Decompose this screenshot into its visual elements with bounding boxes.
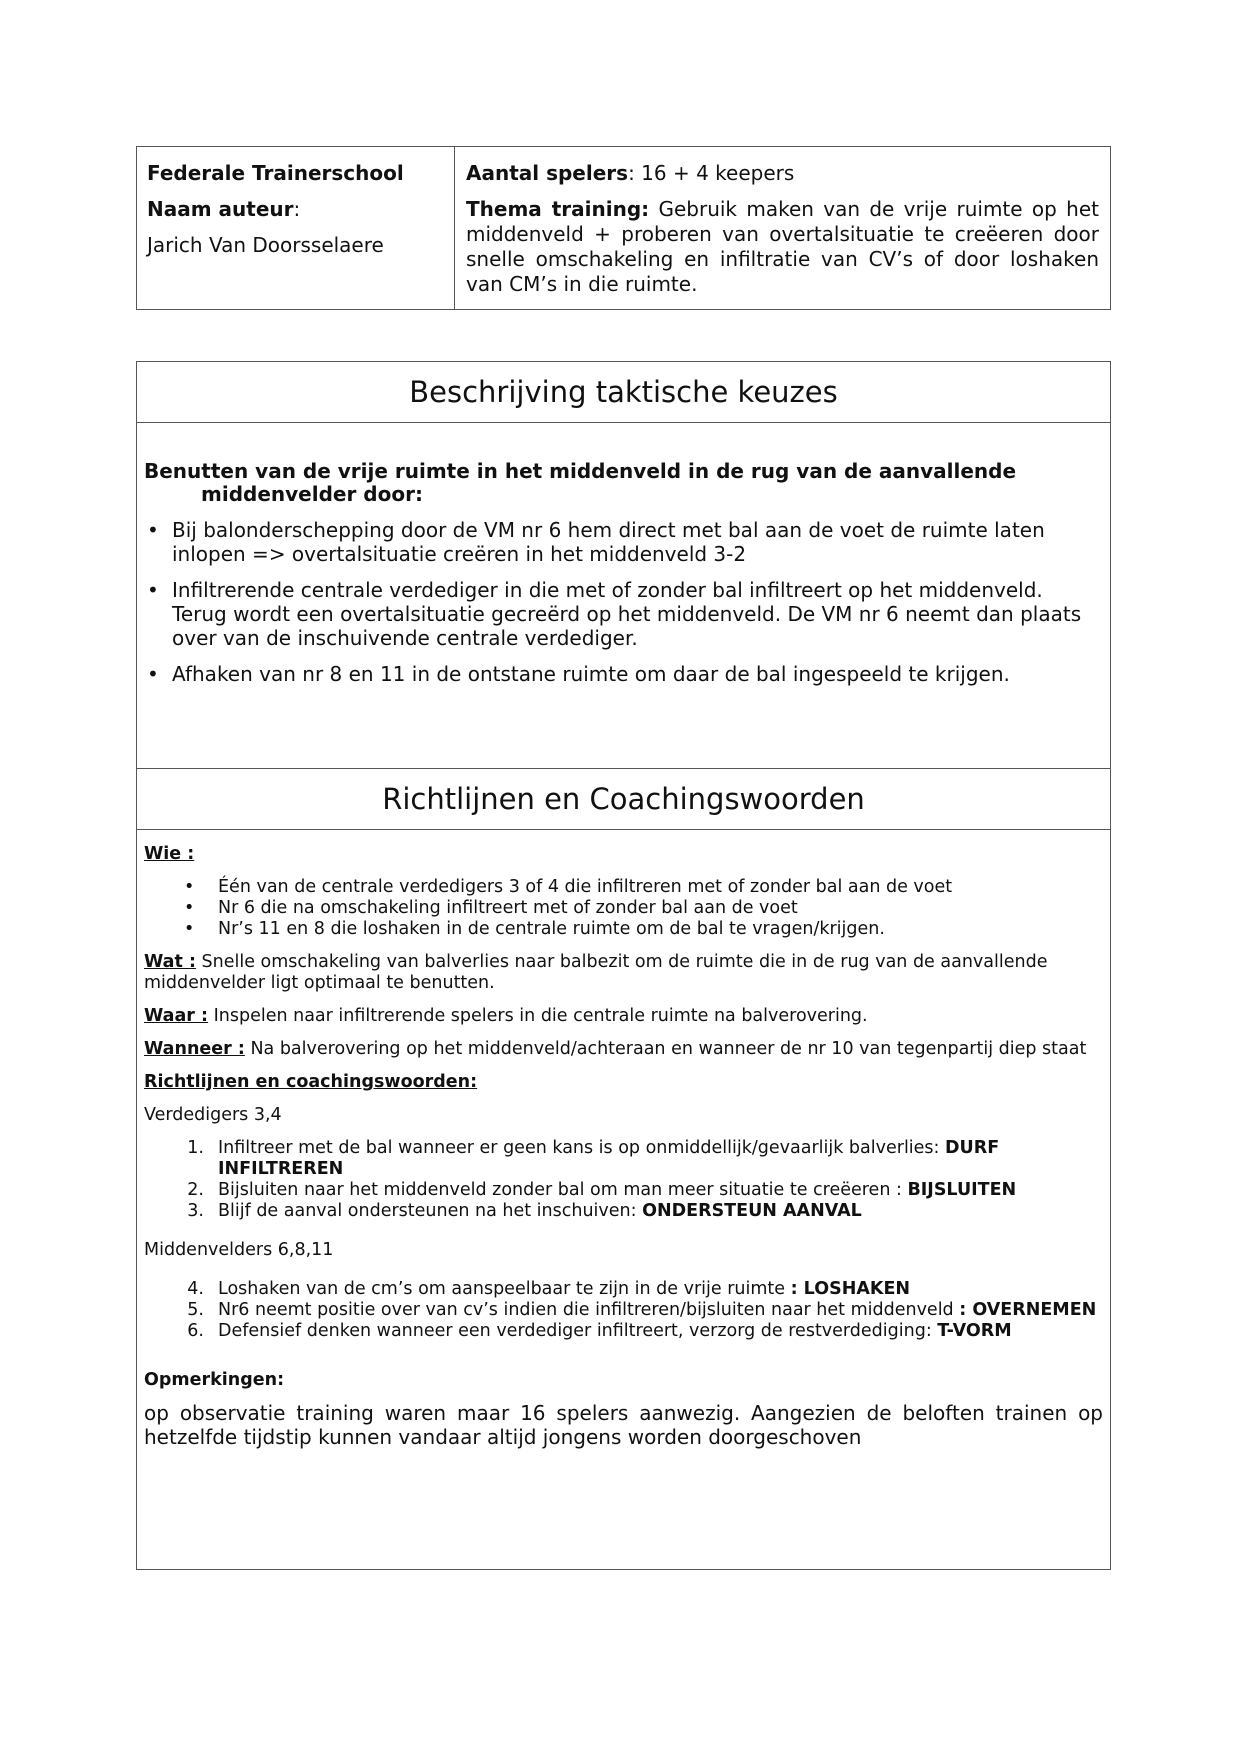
waar-paragraph <box>144 1006 1103 1027</box>
group2-label: Middenvelders 6,8,11 <box>144 1240 334 1260</box>
players-value: : 16 + 4 keepers <box>628 161 795 185</box>
author-colon: : <box>293 197 301 221</box>
wie-item-text: Nr’s 11 en 8 die loshaken in de centrale ruimte om de bal te vragen/krijgen. <box>218 919 885 939</box>
item-number: 5. <box>187 1300 204 1320</box>
section-title-coaching: Richtlijnen en Coachingswoorden <box>137 769 1110 830</box>
wie-item-text: Nr 6 die na omschakeling infiltreert met of zonder bal aan de voet <box>218 898 798 918</box>
item-keyword: ONDERSTEUN AANVAL <box>642 1201 862 1221</box>
coaching-heading <box>144 1072 1103 1093</box>
theme-line <box>466 197 1099 297</box>
bullet-icon: • <box>184 877 195 897</box>
tactics-intro: Benutten van de vrije ruimte in het middenveld in de rug van de aanvallende middenvelder door: <box>144 459 1017 506</box>
item-number: 1. <box>187 1138 204 1158</box>
section-title-tactics: Beschrijving taktische keuzes <box>137 362 1110 423</box>
wat-text: Snelle omschakeling van balverlies naar balbezit om de ruimte die in de rug van de aanvallende middenvelder ligt optimaal te benutten. <box>144 952 1048 993</box>
list-item <box>144 1300 1103 1321</box>
remarks-text: op observatie training waren maar 16 spelers aanwezig. Aangezien de beloften trainen op hetzelfde tijdstip kunnen vandaar altijd jongens worden doorgeschoven <box>144 1401 1103 1449</box>
tactics-body <box>137 423 1110 769</box>
wanneer-paragraph <box>144 1039 1103 1060</box>
theme-label: Thema training: <box>466 197 650 221</box>
list-item <box>144 662 1103 686</box>
item-keyword: BIJSLUITEN <box>907 1180 1017 1200</box>
wie-label: Wie : <box>144 844 195 864</box>
item-text: Defensief denken wanneer een verdediger infiltreert, verzorg de restverdediging: <box>218 1321 938 1341</box>
wat-paragraph <box>144 952 1103 994</box>
header-table <box>136 146 1111 310</box>
bullet-icon: • <box>147 578 159 602</box>
group1-list <box>144 1138 1103 1222</box>
main-box <box>136 361 1111 1570</box>
group2-list <box>144 1279 1103 1342</box>
item-number: 4. <box>187 1279 204 1299</box>
wat-label: Wat : <box>144 952 196 972</box>
players-line <box>466 161 1099 186</box>
bullet-text: Bij balonderschepping door de VM nr 6 hem direct met bal aan de voet de ruimte laten inlopen => overtalsituatie creëren in het middenveld 3-2 <box>172 518 1045 566</box>
waar-text: Inspelen naar infiltrerende spelers in die centrale ruimte na balverovering. <box>208 1006 868 1026</box>
item-number: 2. <box>187 1180 204 1200</box>
list-item <box>144 877 1103 898</box>
coaching-body <box>137 830 1110 1449</box>
theme-text: Gebruik maken van de vrije ruimte op het middenveld + proberen van overtalsituatie te creëeren door snelle omschakeling en infiltratie van CV’s of door loshaken van CM’s in die ruimte. <box>466 197 1099 296</box>
tactics-bullet-list <box>144 518 1103 686</box>
header-left-cell <box>137 147 455 309</box>
bullet-text: Infiltrerende centrale verdediger in die met of zonder bal infiltreert op het middenveld. Terug wordt een overtalsituatie gecreërd op het middenveld. De VM nr 6 neemt dan plaats over van de inschuivende centrale verdediger. <box>172 578 1082 650</box>
bullet-icon: • <box>147 662 159 686</box>
list-item <box>144 518 1103 566</box>
item-text: Blijf de aanval ondersteunen na het inschuiven: <box>218 1201 643 1221</box>
coaching-label: Richtlijnen en coachingswoorden: <box>144 1072 478 1092</box>
wanneer-text: Na balverovering op het middenveld/achteraan en wanneer de nr 10 van tegenpartij diep staat <box>244 1039 1087 1059</box>
item-keyword: T-VORM <box>937 1321 1012 1341</box>
school-name: Federale Trainerschool <box>147 161 404 185</box>
list-item <box>144 898 1103 919</box>
list-item <box>144 578 1103 650</box>
players-label: Aantal spelers <box>466 161 629 185</box>
item-text: Infiltreer met de bal wanneer er geen kans is op onmiddellijk/gevaarlijk balverlies: <box>218 1138 946 1158</box>
remarks-label: Opmerkingen: <box>144 1370 285 1390</box>
item-number: 3. <box>187 1201 204 1221</box>
list-item <box>144 1279 1103 1300</box>
wie-heading <box>144 844 1103 865</box>
bullet-icon: • <box>184 898 195 918</box>
bullet-icon: • <box>147 518 159 542</box>
waar-label: Waar : <box>144 1006 209 1026</box>
wie-list <box>144 877 1103 940</box>
list-item <box>144 1201 1103 1222</box>
header-right-cell <box>455 147 1110 309</box>
list-item <box>144 919 1103 940</box>
group1-label: Verdedigers 3,4 <box>144 1105 282 1125</box>
list-item <box>144 1180 1103 1201</box>
item-keyword: DURF INFILTREREN <box>218 1138 1000 1179</box>
bullet-icon: • <box>184 919 195 939</box>
bullet-text: Afhaken van nr 8 en 11 in de ontstane ruimte om daar de bal ingespeeld te krijgen. <box>172 662 1010 686</box>
wie-item-text: Één van de centrale verdedigers 3 of 4 die infiltreren met of zonder bal aan de voet <box>218 877 953 897</box>
author-name: Jarich Van Doorsselaere <box>147 233 384 257</box>
item-text: Bijsluiten naar het middenveld zonder bal om man meer situatie te creëeren : <box>218 1180 908 1200</box>
item-number: 6. <box>187 1321 204 1341</box>
list-item <box>144 1321 1103 1342</box>
item-text: Loshaken van de cm’s om aanspeelbaar te zijn in de vrije ruimte <box>218 1279 791 1299</box>
item-keyword: : OVERNEMEN <box>959 1300 1097 1320</box>
item-keyword: : LOSHAKEN <box>790 1279 911 1299</box>
item-text: Nr6 neemt positie over van cv’s indien die infiltreren/bijsluiten naar het middenveld <box>218 1300 960 1320</box>
author-label: Naam auteur <box>147 197 294 221</box>
author-label-line <box>147 197 444 222</box>
list-item <box>144 1138 1103 1180</box>
wanneer-label: Wanneer : <box>144 1039 245 1059</box>
